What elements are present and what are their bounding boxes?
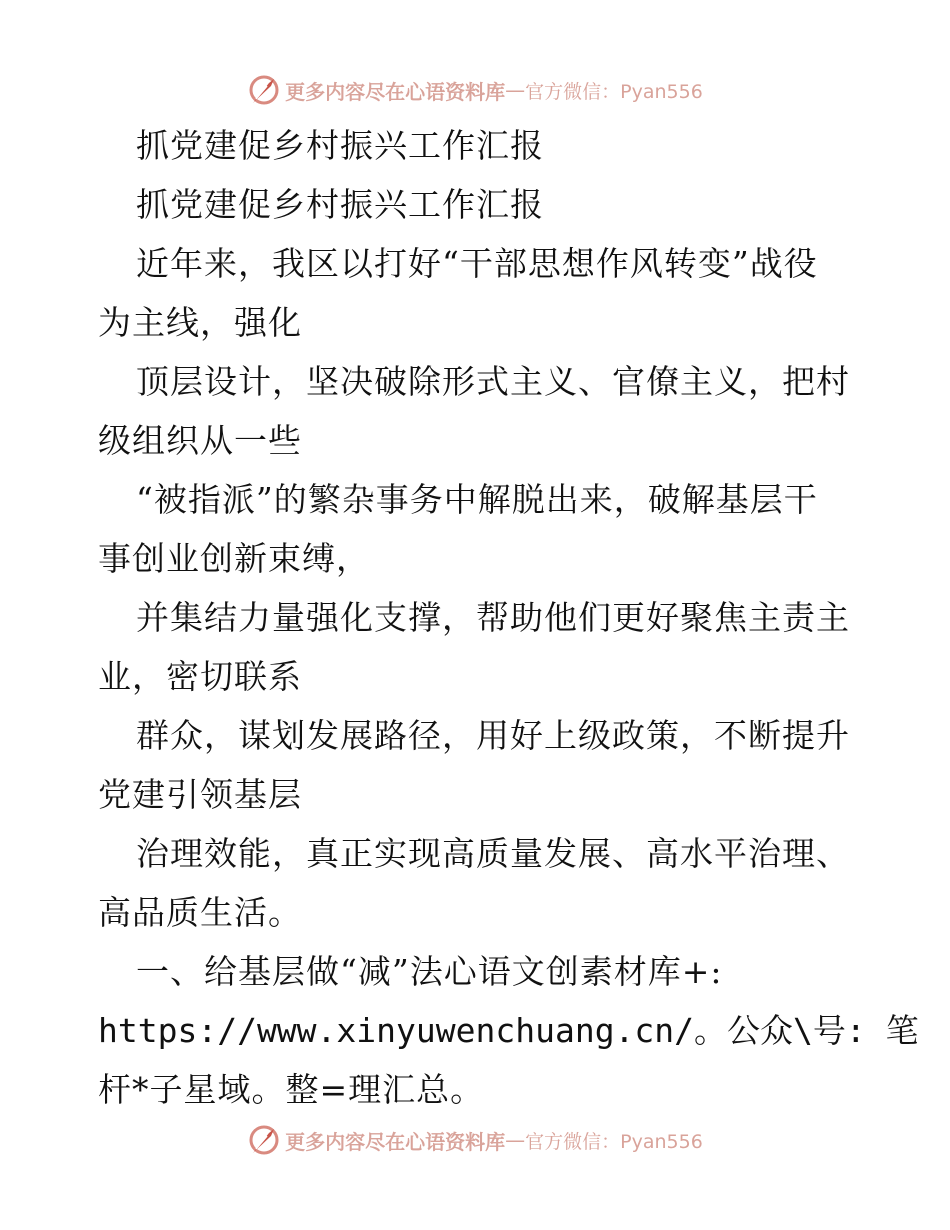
quill-logo-icon [247,1123,281,1157]
paragraph-line: 并集结力量强化支撑，帮助他们更好聚焦主责主 [136,598,850,637]
paragraph-line: 顶层设计，坚决破除形式主义、官僚主义，把村 [136,362,850,401]
watermark-header [0,70,950,110]
paragraph-line: 杆*子星域。整=理汇总。 [98,1070,485,1109]
watermark-contact: 官方微信：Pyan556 [525,1130,703,1153]
document-body [98,116,919,1119]
watermark-text: 更多内容尽在心语资料库 [285,1129,506,1154]
watermark-separator: — [505,78,526,102]
paragraph-line: 为主线，强化 [98,303,302,342]
paragraph-line: 群众，谋划发展路径，用好上级政策，不断提升 [136,716,850,755]
watermark-separator: — [505,1128,526,1152]
watermark-text: 更多内容尽在心语资料库 [285,79,506,104]
watermark-contact: 官方微信：Pyan556 [525,80,703,103]
paragraph-line: 业，密切联系 [98,657,302,696]
doc-title: 抓党建促乡村振兴工作汇报 [136,126,544,165]
paragraph-line: 高品质生活。 [98,893,302,932]
paragraph-line: 党建引领基层 [98,775,302,814]
paragraph-line: 级组织从一些 [98,421,302,460]
watermark-footer [0,1120,950,1160]
doc-subtitle: 抓党建促乡村振兴工作汇报 [136,185,544,224]
paragraph-line: 事创业创新束缚， [98,539,370,578]
section-heading: 一、给基层做“减”法心语文创素材库+: [136,952,723,991]
paragraph-line: 治理效能，真正实现高质量发展、高水平治理、 [136,834,850,873]
url-line: https://www.xinyuwenchuang.cn/。公众\号: 笔 [98,1011,919,1050]
quill-logo-icon [247,73,281,107]
paragraph-line: 近年来，我区以打好“干部思想作风转变”战役 [136,244,818,283]
paragraph-line: “被指派”的繁杂事务中解脱出来，破解基层干 [136,480,818,519]
